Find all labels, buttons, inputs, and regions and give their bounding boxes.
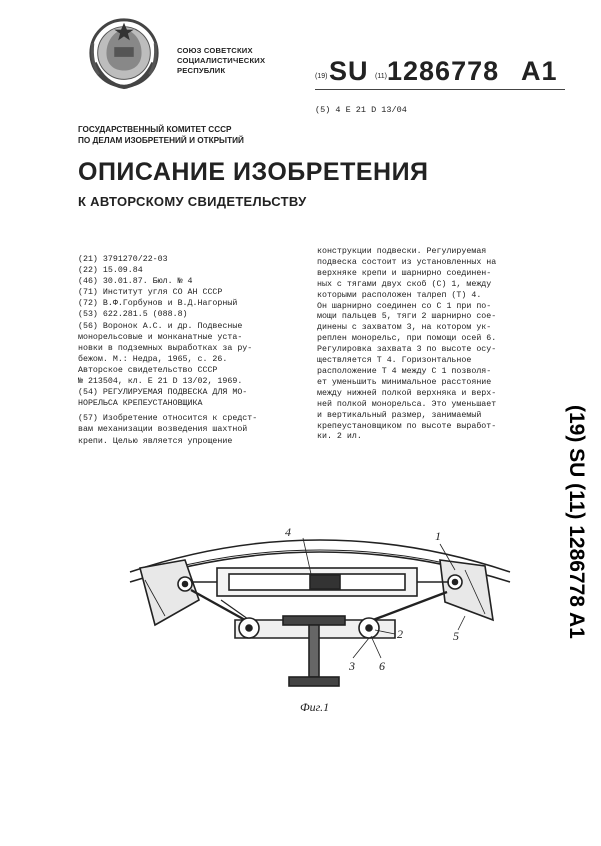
figure-1-drawing bbox=[125, 520, 515, 720]
biblio-line: (22) 15.09.84 bbox=[78, 266, 143, 276]
figure-label: 3 bbox=[349, 659, 355, 673]
biblio-line: (72) В.Ф.Горбунов и В.Д.Нагорный bbox=[78, 299, 238, 309]
figure-label: 4 bbox=[285, 525, 291, 539]
abstract-line: ществляется Т 4. Горизонтальное bbox=[317, 356, 472, 366]
ipc-classification: (5) 4 Е 21 D 13/04 bbox=[315, 105, 407, 115]
code-11: (11) bbox=[375, 73, 387, 80]
patent-number: 1286778 bbox=[387, 56, 500, 86]
document-title: ОПИСАНИЕ ИЗОБРЕТЕНИЯ bbox=[78, 158, 429, 186]
abstract-line: мощи пальцев 5, тяги 2 шарнирно сое- bbox=[317, 312, 497, 322]
abstract-continuation bbox=[317, 247, 557, 443]
biblio-line: (53) 622.281.5 (088.8) bbox=[78, 310, 188, 320]
biblio-line: НОРЕЛЬСА КРЕПЕУСТАНОВЩИКА bbox=[78, 399, 203, 409]
vertical-patent-id bbox=[560, 405, 590, 685]
biblio-line: новки в подземных выработках за ру- bbox=[78, 343, 253, 353]
abstract-line: ки. 2 ил. bbox=[317, 432, 362, 442]
abstract-line: и вертикальный размер, занимаемый bbox=[317, 410, 482, 420]
country-code: SU bbox=[329, 56, 369, 86]
issuing-country-label: СОЮЗ СОВЕТСКИХ СОЦИАЛИСТИЧЕСКИХ РЕСПУБЛИК bbox=[177, 46, 266, 75]
abstract-line: ет уменьшить минимальное расстояние bbox=[317, 377, 492, 387]
abstract-line: конструкции подвески. Регулируемая bbox=[317, 247, 487, 256]
figure-label: 2 bbox=[397, 627, 403, 641]
kind-code: A1 bbox=[521, 56, 558, 86]
biblio-line: (71) Институт угля СО АН СССР bbox=[78, 288, 223, 298]
abstract-line: динены с захватом 3, на котором ук- bbox=[317, 323, 492, 333]
header-rule bbox=[315, 89, 565, 90]
biblio-line: (21) 3791270/22-03 bbox=[78, 255, 168, 264]
abstract-line: верхняке крепи и шарнирно соединен- bbox=[317, 268, 492, 278]
abstract-line: крепеустановщиком по высоте выработ- bbox=[317, 421, 497, 431]
abstract-line: крепи. Целью является упрощение bbox=[78, 436, 233, 446]
figure-label: 5 bbox=[453, 629, 459, 643]
ussr-emblem-icon bbox=[85, 14, 163, 92]
document-subtitle: К АВТОРСКОМУ СВИДЕТЕЛЬСТВУ bbox=[78, 194, 307, 209]
committee-label: ГОСУДАРСТВЕННЫЙ КОМИТЕТ СССР ПО ДЕЛАМ ИЗОБРЕТЕНИЙ И ОТКРЫТИЙ bbox=[78, 125, 244, 145]
biblio-line: Авторское свидетельство СССР bbox=[78, 365, 218, 375]
abstract-line: Он шарнирно соединен со С 1 при по- bbox=[317, 301, 492, 311]
abstract-line: ных с тягами двух скоб (С) 1, между bbox=[317, 279, 492, 289]
abstract-line: которыми расположен талреп (Т) 4. bbox=[317, 290, 482, 300]
abstract-line: ней полкой монорельса. Это уменьшает bbox=[317, 399, 497, 409]
figure-label: 1 bbox=[435, 529, 441, 543]
abstract-line: реплен монорельс, при помощи осей 6. bbox=[317, 334, 497, 344]
abstract-line: Регулировка захвата 3 по высоте осу- bbox=[317, 345, 497, 355]
bibliographic-data bbox=[78, 254, 300, 447]
abstract-line: расположение Т 4 между С 1 позволя- bbox=[317, 366, 492, 376]
biblio-line: монорельсовые и монканатные уста- bbox=[78, 332, 243, 342]
biblio-line: (54) РЕГУЛИРУЕМАЯ ПОДВЕСКА ДЛЯ МО- bbox=[78, 388, 248, 398]
biblio-line: бежом. М.: Недра, 1965, с. 26. bbox=[78, 354, 228, 364]
abstract-line: подвеска состоит из установленных на bbox=[317, 257, 497, 267]
biblio-line: (56) Воронок А.С. и др. Подвесные bbox=[78, 321, 243, 331]
publication-number bbox=[315, 50, 565, 90]
figure-caption: Фиг.1 bbox=[300, 700, 330, 714]
biblio-line: (46) 30.01.87. Бюл. № 4 bbox=[78, 277, 193, 287]
figure-label: 6 bbox=[379, 659, 385, 673]
code-19: (19) bbox=[315, 73, 328, 80]
biblio-line: № 213504, кл. Е 21 D 13/02, 1969. bbox=[78, 377, 243, 387]
abstract-line: вам механизации возведения шахтной bbox=[78, 425, 248, 435]
vertical-patent-id-text: (19) SU (11) 1286778 A1 bbox=[565, 405, 588, 639]
abstract-line: между нижней полкой верхняка и верх- bbox=[317, 388, 497, 398]
abstract-line: (57) Изобретение относится к средст- bbox=[78, 414, 258, 424]
